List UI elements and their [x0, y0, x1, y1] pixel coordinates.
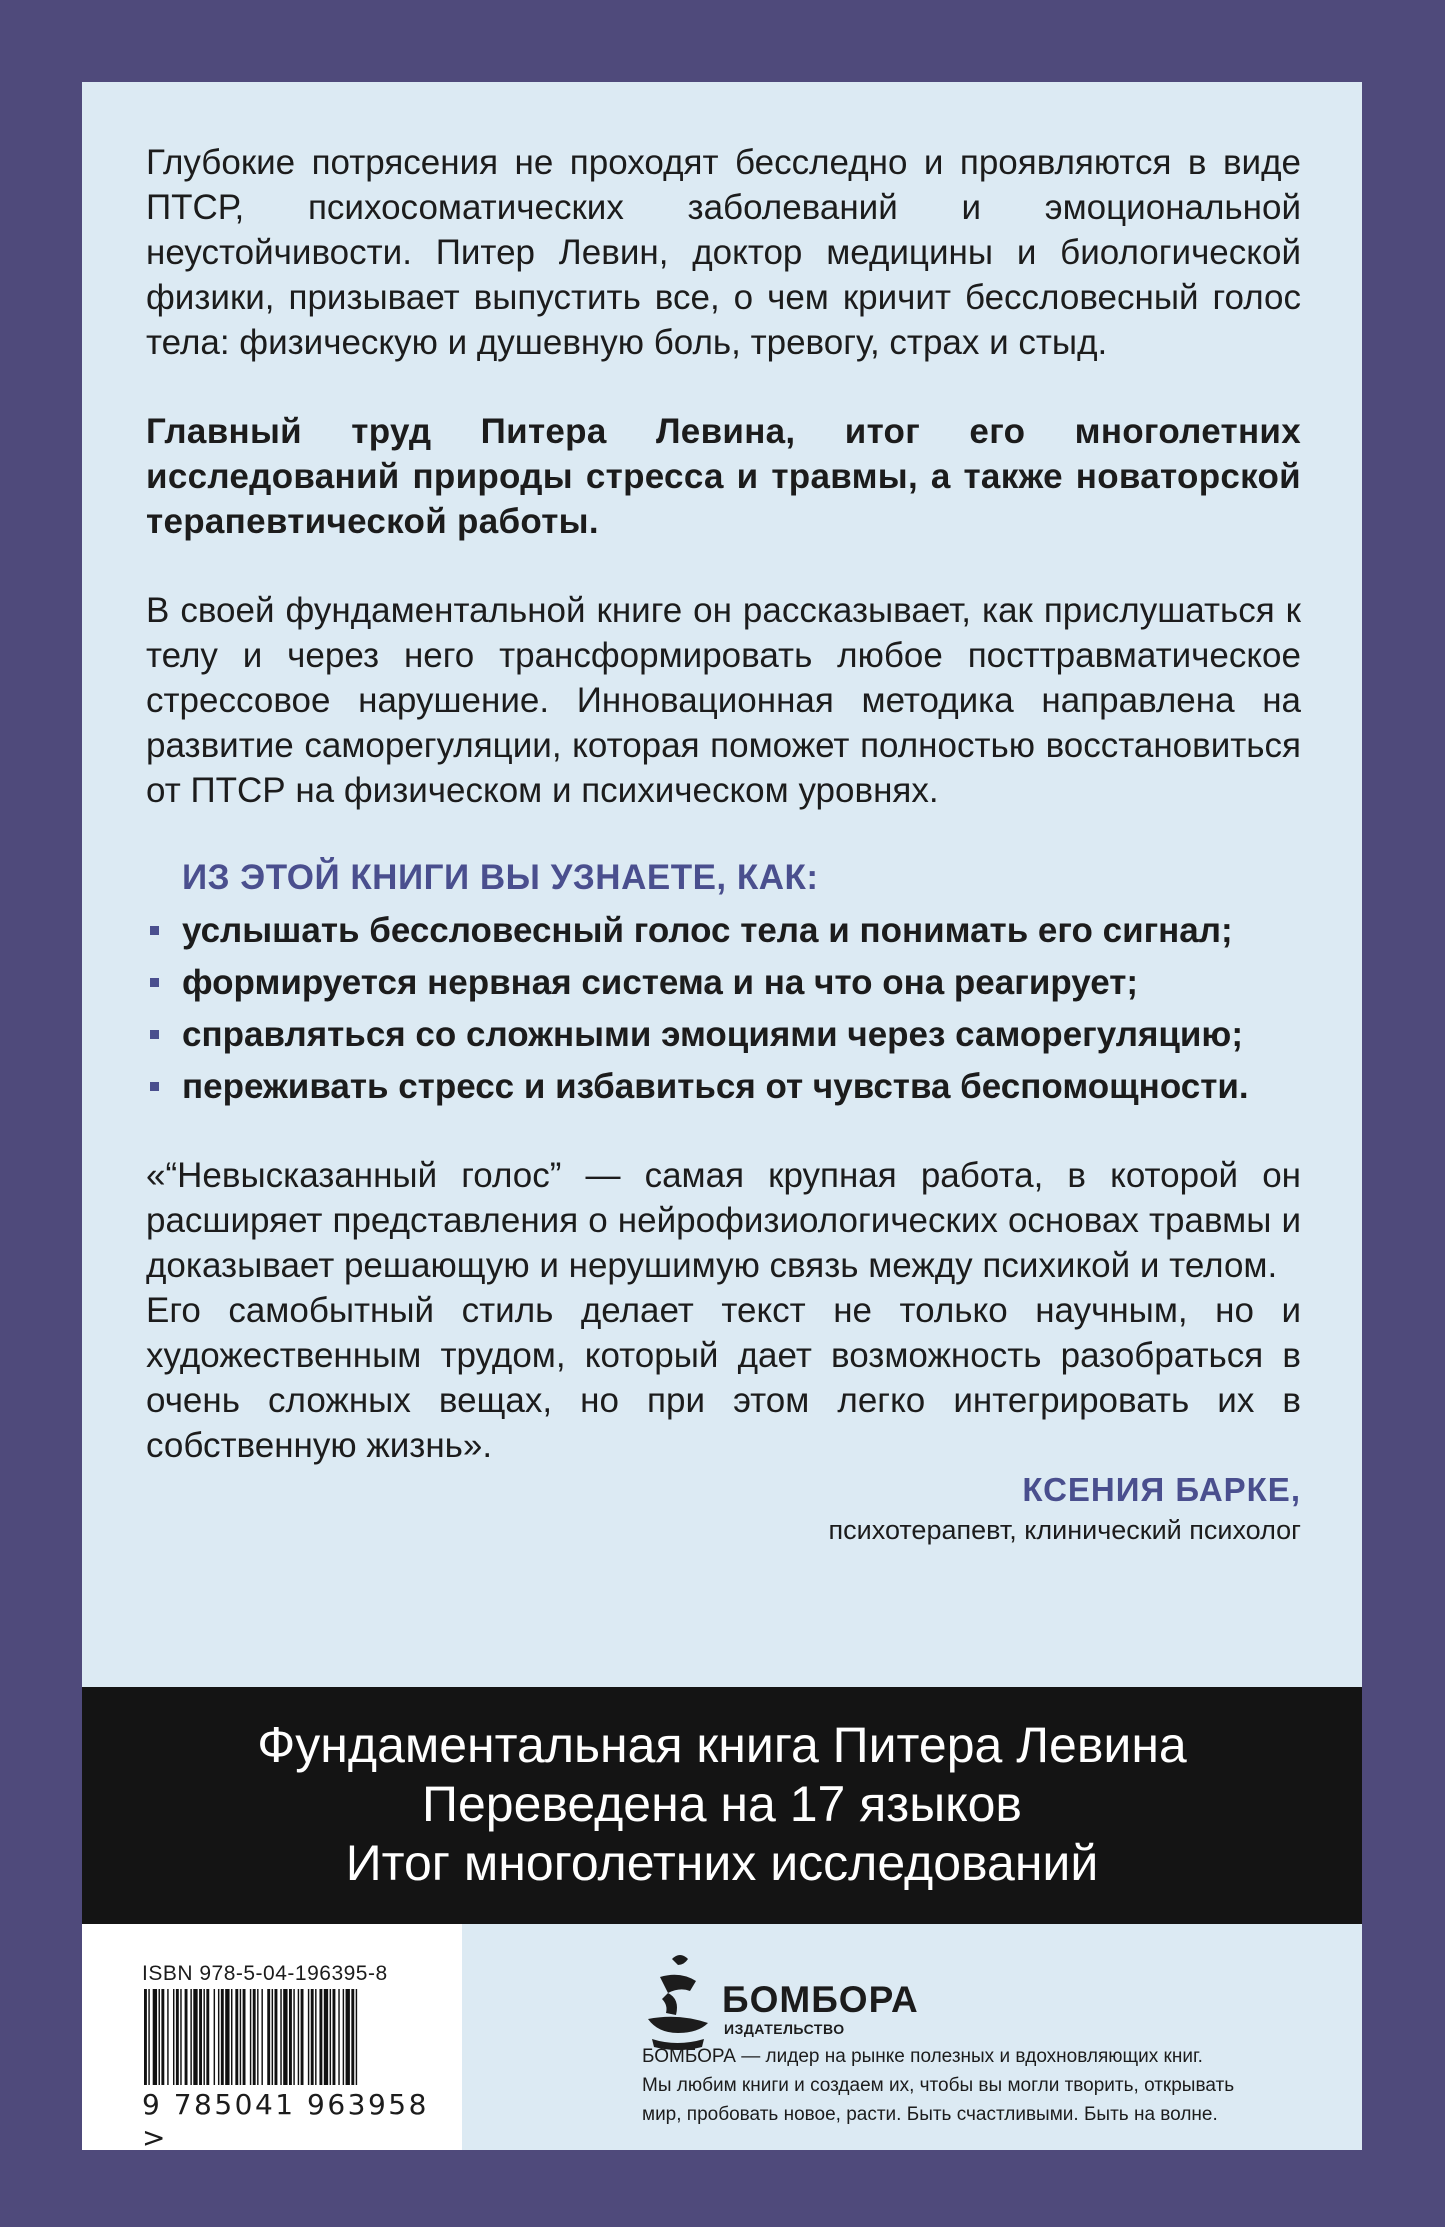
list-heading: ИЗ ЭТОЙ КНИГИ ВЫ УЗНАЕТЕ, КАК:	[182, 858, 819, 897]
author-name: КСЕНИЯ БАРКЕ,	[1022, 1471, 1301, 1508]
annotation-text	[146, 140, 1301, 1548]
banner-line-3: Итог многолетних исследований	[345, 1835, 1099, 1891]
barcode-icon	[142, 1989, 422, 2085]
description-paragraph: В своей фундаментальной книге он рассказывает, как прислушаться к телу и через него трансформировать любое посттравматическое стрессовое нарушение. Инновационная методика направлена на развитие саморегуляции, которая поможет полностью восстановиться от ПТСР на физическом и психическом уровнях.	[146, 591, 1301, 810]
quote-author	[146, 1468, 1301, 1548]
quote-part-1: «“Невысказанный голос” — самая крупная работа, в которой он расширяет представления о нейрофизиологических основах травмы и доказывает решающую и нерушимую связь между психикой и телом.	[146, 1156, 1301, 1285]
square-bullet-icon	[150, 978, 159, 987]
promo-banner	[82, 1687, 1362, 1924]
banner-line-2: Переведена на 17 языков	[422, 1776, 1022, 1832]
highlight-paragraph: Главный труд Питера Левина, итог его многолетних исследований природы стресса и травмы, а также новаторской терапевтической работы.	[146, 412, 1301, 541]
banner-line-1: Фундаментальная книга Питера Левина	[257, 1717, 1187, 1773]
list-item: переживать стресс и избавиться от чувства беспомощности.	[146, 1064, 1301, 1109]
review-quote	[146, 1153, 1301, 1468]
square-bullet-icon	[150, 926, 159, 935]
square-bullet-icon	[150, 1030, 159, 1039]
intro-paragraph: Глубокие потрясения не проходят бесследно и проявляются в виде ПТСР, психосоматических заболеваний и эмоциональной неустойчивости. Питер Левин, доктор медицины и биологической физики, призывает выпустить все, о чем кричит бессловесный голос тела: физическую и душевную боль, тревогу, страх и стыд.	[146, 143, 1301, 362]
square-bullet-icon	[150, 1082, 159, 1091]
barcode-area	[82, 1924, 462, 2154]
learn-list	[146, 908, 1301, 1109]
barcode-digits: 9 785041 963958 >	[142, 2088, 429, 2154]
list-item: услышать бессловесный голос тела и понимать его сигнал;	[146, 908, 1301, 953]
quote-part-2: Его самобытный стиль делает текст не только научным, но и художественным трудом, который дает возможность разобраться в очень сложных вещах, но при этом легко интегрировать их в собственную жизнь».	[146, 1291, 1301, 1465]
list-item: справляться со сложными эмоциями через саморегуляцию;	[146, 1012, 1301, 1057]
publisher-description: БОМБОРА — лидер на рынке полезных и вдохновляющих книг. Мы любим книги и создаем их, чтобы вы могли творить, открывать мир, пробовать новое, расти. Быть счастливыми. Быть на волне.	[642, 2046, 1235, 2125]
publisher-block	[462, 1924, 1362, 2150]
surfer-logo-icon	[642, 1949, 714, 2054]
publisher-name: БОМБОРА	[722, 1979, 919, 2020]
isbn-label: ISBN 978-5-04-196395-8	[142, 1962, 388, 1985]
publisher-subtitle: ИЗДАТЕЛЬСТВО	[724, 2021, 845, 2037]
list-item: формируется нервная система и на что она реагирует;	[146, 960, 1301, 1005]
author-role: психотерапевт, клинический психолог	[828, 1515, 1301, 1545]
